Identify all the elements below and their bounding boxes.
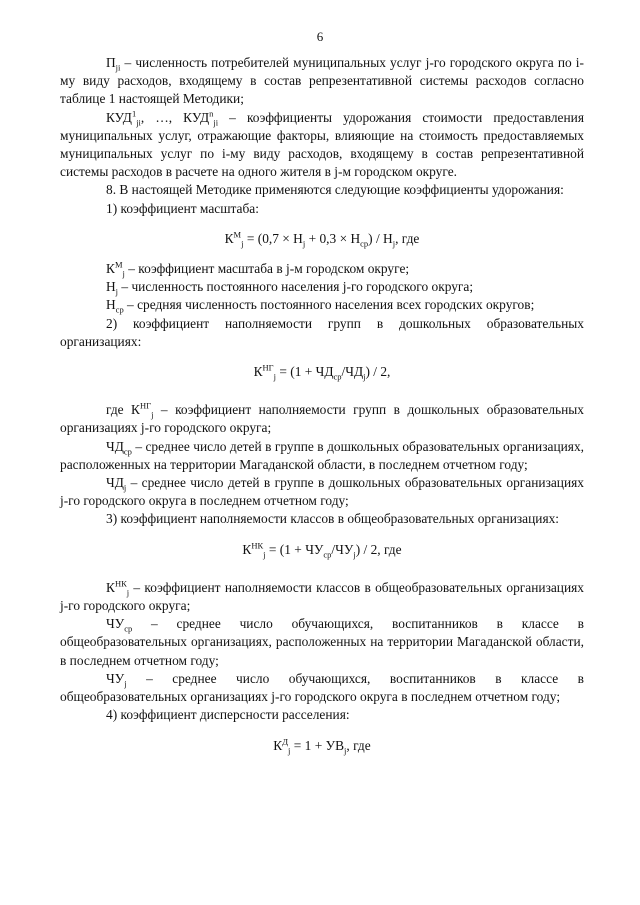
text-run: ЧУ — [106, 670, 125, 686]
text-run: ) / 2, — [365, 364, 391, 380]
text-run: , где — [395, 230, 420, 246]
text-run: П — [106, 55, 116, 70]
subscript: j — [273, 371, 276, 382]
text-run: 2) коэффициент наполняемости групп в дошкольных образовательных организациях: — [60, 315, 584, 349]
page-number: 6 — [316, 29, 324, 44]
subscript: j — [241, 238, 244, 249]
definition-k-m — [60, 260, 584, 278]
text-run: , …, КУД — [140, 109, 210, 125]
subscript: j — [288, 745, 291, 756]
subscript: ji — [136, 117, 141, 128]
formula-scale-coefficient — [60, 230, 584, 248]
subscript: j — [123, 482, 127, 493]
text-run: ) / Н — [368, 230, 393, 246]
subscript: j — [353, 549, 356, 560]
subscript: j — [392, 238, 396, 249]
text-run: = (0,7 × Н — [243, 230, 303, 246]
text-run: = 1 + УВ — [290, 737, 345, 753]
text-run: К — [224, 230, 234, 246]
text-run: Н — [106, 279, 116, 295]
text-run: 1) коэффициент масштаба: — [106, 200, 259, 216]
definition-chu-avg — [60, 615, 584, 670]
subscript: j — [344, 745, 347, 756]
text-run: – коэффициент масштаба в j-м городском округе; — [124, 261, 410, 277]
subscript: ji — [213, 117, 219, 128]
superscript: М — [114, 259, 123, 270]
formula-dispersion-coefficient — [60, 737, 584, 755]
text-run: – численность потребителей муниципальных услуг j-го городского округа по i-му виду расходов, входящему в состав репрезентативной системы расходов согласно таблице 1 настоящей Методики; — [60, 55, 584, 107]
definition-k-ng — [60, 401, 584, 437]
text-run: К — [106, 579, 115, 595]
text-run: – коэффициенты удорожания стоимости предоставления муниципальных услуг, отражающие факторы, влияющие на стоимость предоставляемых муниципальных услуг по i-му виду расходов, входящему в состав репрезентативной системы расходов в расчете на одного жителя в j-м городском округе. — [60, 109, 584, 180]
text-run: – численность постоянного населения j-го городского округа; — [118, 279, 474, 295]
text-run: = (1 + ЧД — [275, 364, 334, 380]
subscript: j — [302, 238, 306, 249]
definition-chd-avg — [60, 438, 584, 474]
text-run: – средняя численность постоянного населения всех городских округов; — [123, 297, 535, 313]
superscript: М — [233, 229, 242, 240]
text-run: КУД — [106, 109, 132, 125]
subscript: ср — [124, 623, 133, 634]
subscript: j — [122, 268, 125, 279]
definition-k-nk — [60, 579, 584, 615]
text-run: 8. В настоящей Методике применяются следующие коэффициенты удорожания: — [106, 182, 564, 198]
text-run: /ЧУ — [331, 541, 354, 557]
superscript: НК — [114, 578, 127, 589]
item-2-title — [60, 315, 584, 351]
text-run: 3) коэффициент наполняемости классов в общеобразовательных организациях: — [106, 511, 560, 527]
subscript: ср — [115, 305, 124, 316]
definition-chd-j — [60, 474, 584, 510]
superscript: НГ — [140, 400, 152, 411]
text-run: ЧД — [106, 438, 124, 454]
text-run: – коэффициент наполняемости групп в дошкольных образовательных организациях j-го городского округа; — [60, 402, 584, 436]
formula-class-occupancy — [60, 541, 584, 559]
superscript: НК — [251, 540, 264, 551]
subscript: j — [151, 409, 154, 420]
text-run: – среднее число детей в группе в дошкольных образовательных организациях, расположенных на территории Магаданской области, в последнем отчетном году; — [60, 438, 584, 472]
text-run: ) / 2, где — [355, 541, 402, 557]
subscript: j — [126, 587, 130, 598]
text-run: – среднее число обучающихся, воспитанников в классе в общеобразовательных организациях j-го городского округа в последнем отчетном году; — [60, 670, 584, 705]
definition-n-j — [60, 278, 584, 296]
text-run: – коэффициент наполняемости классов в общеобразовательных организациях j-го городского округа; — [60, 579, 584, 614]
text-run: = (1 + ЧУ — [265, 541, 324, 557]
item-1-title — [60, 200, 584, 218]
superscript: n — [209, 108, 214, 119]
document-body — [60, 54, 584, 755]
formula-group-occupancy — [60, 363, 584, 381]
definition-p-ji — [60, 54, 584, 109]
text-run: К — [242, 541, 252, 557]
subscript: ср — [323, 549, 332, 560]
subscript: ср — [333, 371, 342, 382]
section-8-intro — [60, 181, 584, 199]
definition-kud — [60, 109, 584, 182]
subscript: ср — [123, 446, 132, 457]
text-run: – среднее число детей в группе в дошкольных образовательных организациях j-го городского округа в последнем отчетном году; — [60, 475, 584, 509]
text-run: Н — [106, 297, 116, 313]
text-run: где К — [106, 402, 140, 418]
superscript: 1 — [131, 108, 137, 119]
definition-n-avg — [60, 296, 584, 314]
text-run: , где — [346, 737, 371, 753]
text-run: + 0,3 × Н — [305, 230, 361, 246]
subscript: ji — [115, 62, 121, 73]
text-run: К — [253, 364, 263, 380]
text-run: ЧД — [106, 475, 124, 491]
text-run: /ЧД — [341, 364, 364, 380]
text-run: 4) коэффициент дисперсности расселения: — [106, 707, 350, 723]
subscript: ср — [360, 238, 369, 249]
subscript: j — [263, 549, 266, 560]
text-run: К — [273, 737, 283, 753]
superscript: Д — [282, 736, 289, 747]
text-run: К — [106, 261, 115, 277]
subscript: j — [124, 678, 127, 689]
superscript: НГ — [262, 362, 274, 373]
text-run: – среднее число обучающихся, воспитанников в классе в общеобразовательных организациях, расположенных на территории Магаданской области, в последнем отчетном году; — [60, 616, 584, 668]
item-4-title — [60, 706, 584, 724]
item-3-title — [60, 510, 584, 528]
text-run: ЧУ — [106, 616, 125, 632]
definition-chu-j — [60, 670, 584, 706]
subscript: j — [363, 371, 366, 382]
subscript: j — [115, 286, 119, 297]
